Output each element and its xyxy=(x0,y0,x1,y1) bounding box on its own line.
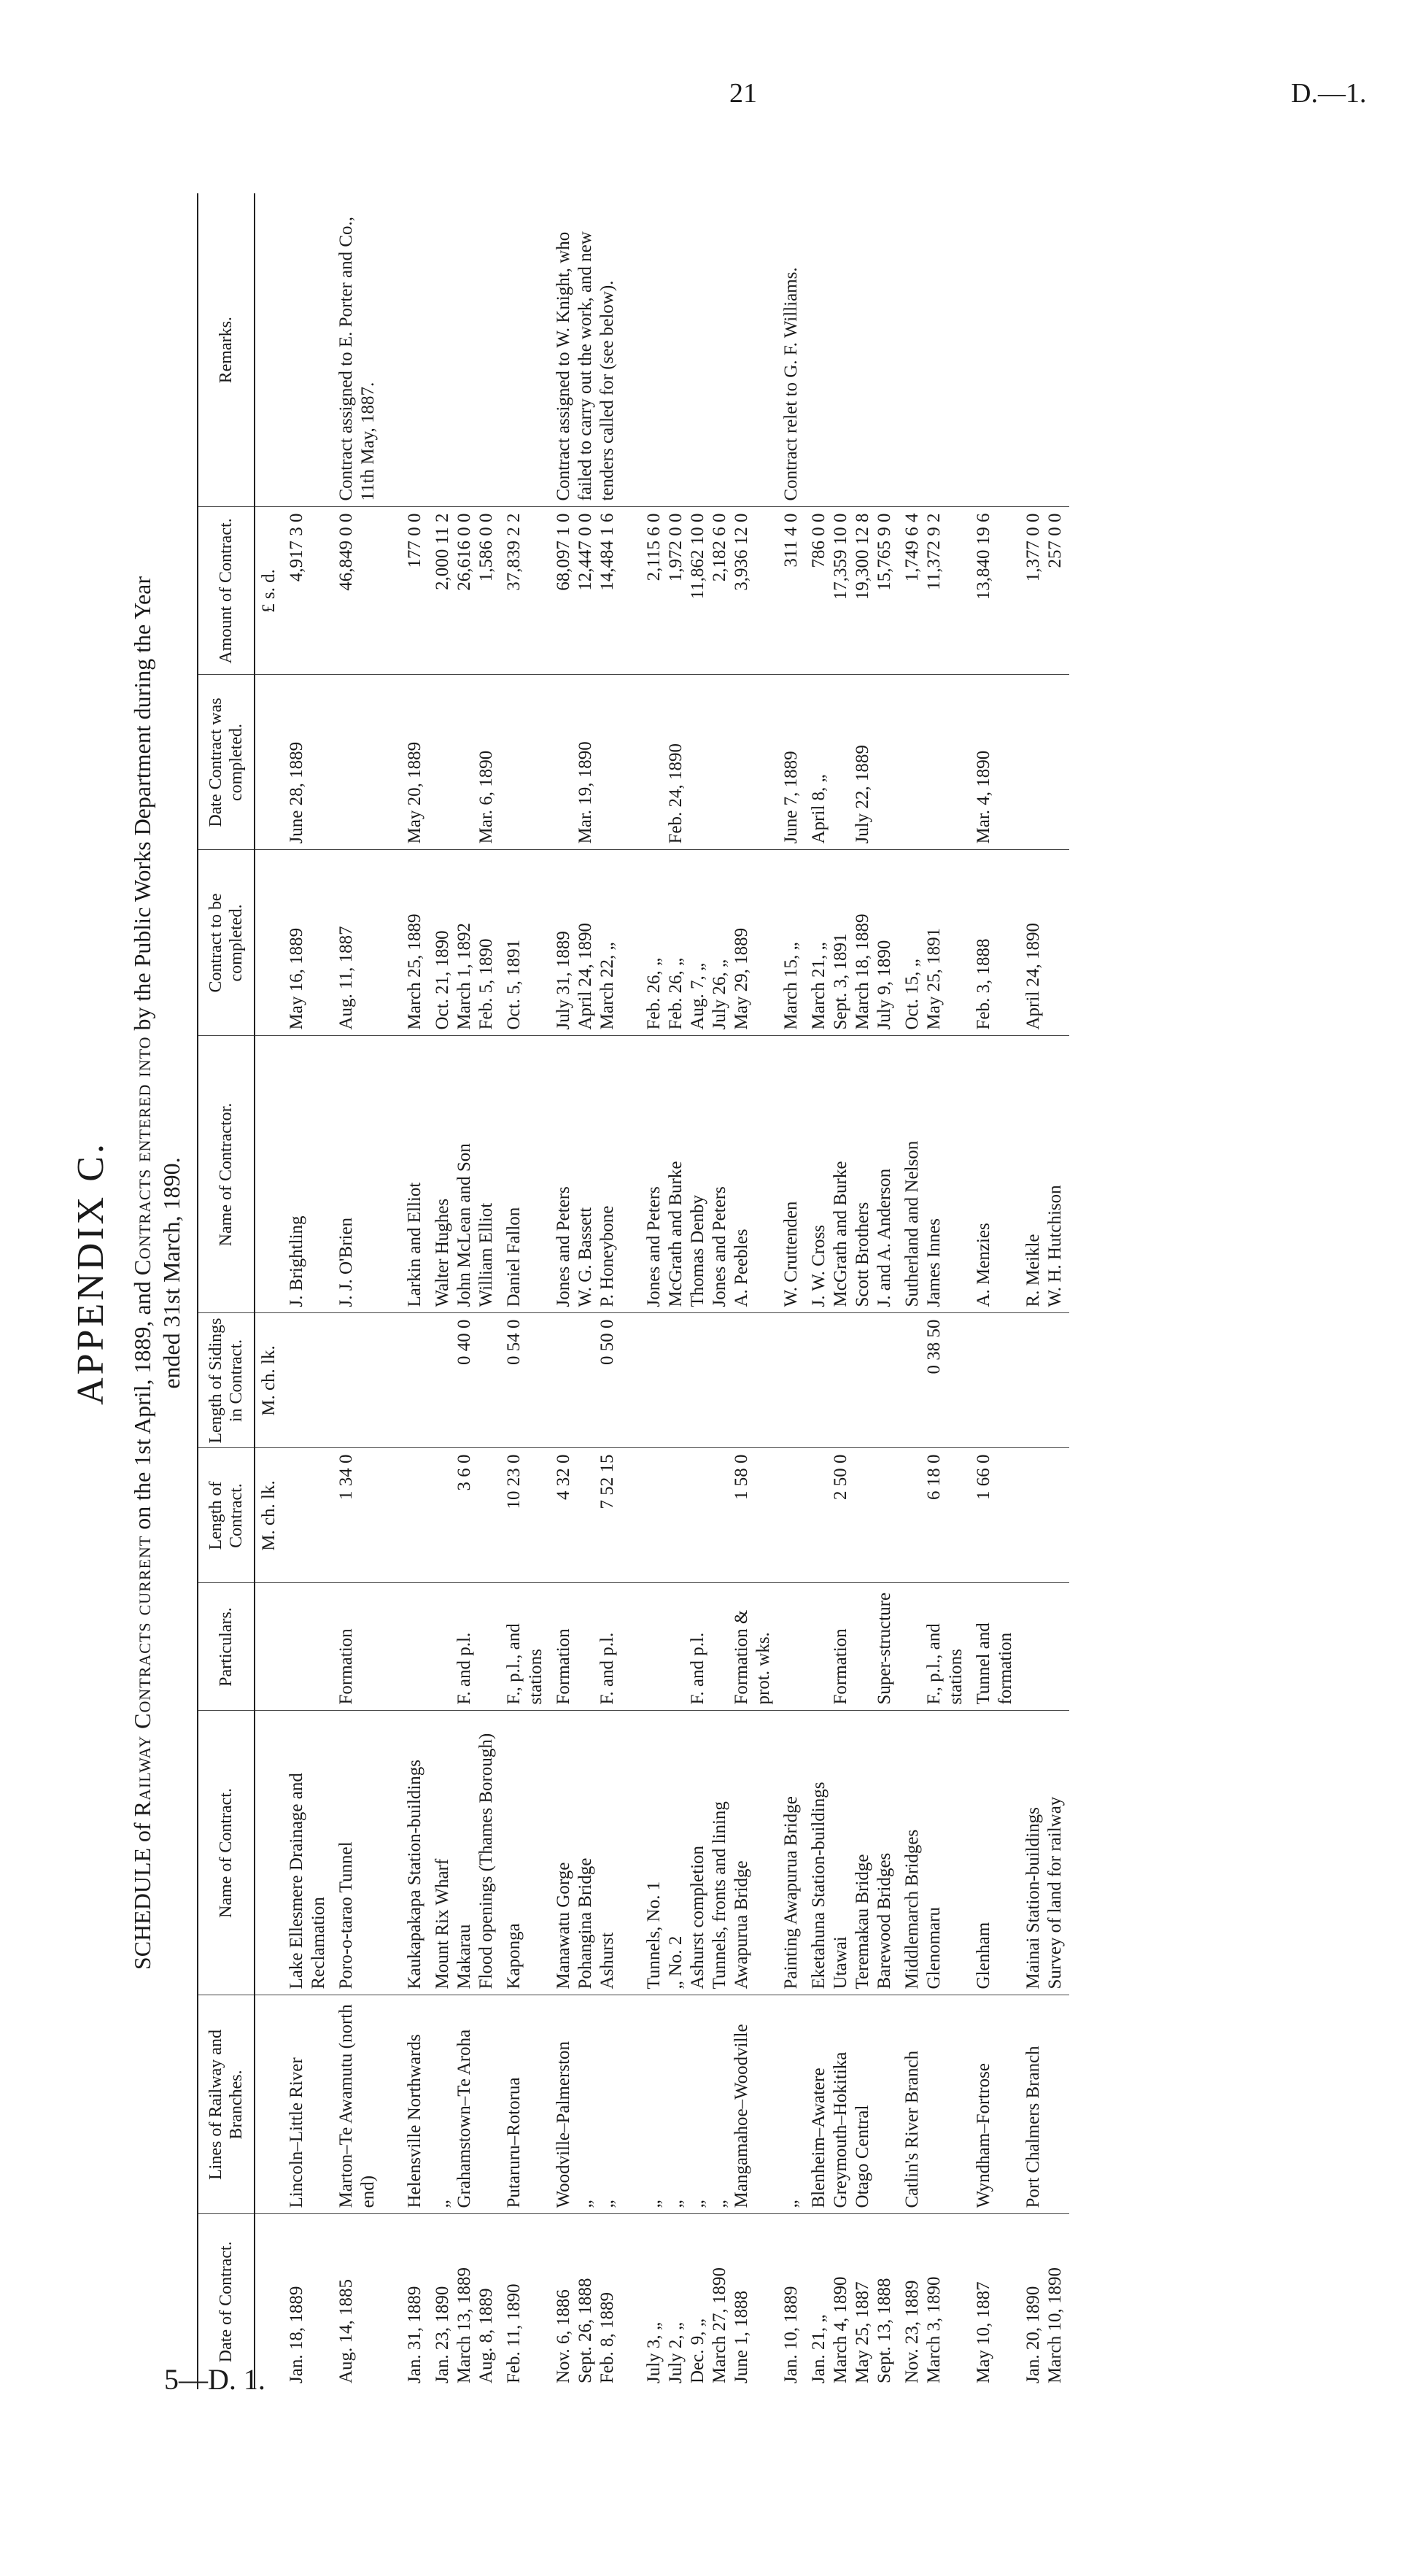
cell-contractor: Daniel Fallon xyxy=(500,1036,550,1313)
cell-date-completed xyxy=(899,675,970,850)
cell-line-of-railway: Woodville–Palmerston „ „ xyxy=(550,1995,621,2214)
cell-name-of-contract: Manawatu Gorge Pohangina Bridge Ashurst xyxy=(550,1711,621,1995)
table-row xyxy=(1020,193,1069,2389)
col-amount: Amount of Contract. xyxy=(198,507,255,675)
cell-date-of-contract: July 3, „ July 2, „ Dec. 9, „ March 27, 1890 June 1, 1888 xyxy=(644,2267,751,2383)
col-length-label: Length of Contract. xyxy=(206,1481,246,1550)
cell-amount: 46,849 0 0 xyxy=(333,507,382,675)
table-row xyxy=(899,193,970,2389)
page-number: 21 xyxy=(729,78,757,109)
cell-contractor: A. Menzies xyxy=(970,1036,1020,1313)
cell-length-of-contract: 2 50 0 xyxy=(805,1448,899,1583)
cell-amount: 68,097 1 0 12,447 0 0 14,484 1 6 xyxy=(550,507,621,675)
cell-date-of-contract: May 10, 1887 xyxy=(974,2281,993,2383)
cell-length-of-sidings xyxy=(283,1313,333,1448)
cell-name-of-contract: Middlemarch Bridges Glenomaru xyxy=(899,1711,970,1995)
cell-contractor: J. J. O'Brien xyxy=(333,1036,382,1313)
cell-name-of-contract: Tunnels, No. 1 „ No. 2 Ashurst completion Tunnels, fronts and lining Awapuruа Bridge xyxy=(621,1711,777,1995)
cell-length-of-contract: 10 23 0 xyxy=(500,1448,550,1583)
cell-date-completed: Mar. 19, 1890 xyxy=(550,675,621,850)
units-row xyxy=(255,193,283,2389)
cell-date-completed: Feb. 24, 1890 xyxy=(621,675,777,850)
title-line-2: ended 31st March, 1890. xyxy=(158,1157,185,1389)
cell-line-of-railway: Marton–Te Awamutu (north end) xyxy=(333,1995,382,2214)
title-part-5: by the Public Works Department during the Year xyxy=(129,576,155,1037)
cell-name-of-contract: Lake Ellesmere Drainage and Reclamation xyxy=(283,1711,333,1995)
cell-amount: 2,115 6 0 1,972 0 0 11,862 10 0 2,182 6 0 3,936 12 0 xyxy=(621,507,777,675)
cell-contractor: Jones and Peters McGrath and Burke Thomas Denby Jones and Peters A. Peebles xyxy=(621,1036,777,1313)
cell-amount: 1,749 6 4 11,372 9 2 xyxy=(899,507,970,675)
cell-date-of-contract: Jan. 10, 1889 xyxy=(781,2286,801,2383)
cell-length-of-sidings xyxy=(382,1313,429,1448)
cell-length-of-contract: 1 58 0 xyxy=(621,1448,777,1583)
cell-particulars xyxy=(777,1583,805,1711)
cell-date-completed: May 20, 1889 xyxy=(382,675,429,850)
table-body xyxy=(255,193,1069,2389)
cell-date-of-contract: Aug. 14, 1885 xyxy=(336,2278,356,2383)
cell-length-of-contract: 3 6 0 xyxy=(429,1448,500,1583)
cell-name-of-contract: Painting Awapuruа Bridge xyxy=(777,1711,805,1995)
cell-particulars: F., p.l., and stations xyxy=(899,1583,970,1711)
col-particulars: Particulars. xyxy=(198,1583,255,1711)
cell-to-be-completed: May 16, 1889 xyxy=(283,850,333,1036)
cell-length-of-contract xyxy=(382,1448,429,1583)
col-date: Date of Contract. xyxy=(198,2214,255,2389)
cell-date-completed: June 28, 1889 xyxy=(283,675,333,850)
cell-length-of-contract xyxy=(1020,1448,1069,1583)
cell-length-of-contract: 4 32 0 7 52 15 xyxy=(550,1448,621,1583)
cell-length-of-contract xyxy=(283,1448,333,1583)
col-due: Contract to be completed. xyxy=(198,850,255,1036)
cell-remarks xyxy=(500,193,550,507)
cell-remarks: Contract assigned to W. Knight, who failed to carry out the work, and new tenders called for (see below). xyxy=(550,193,621,507)
cell-line-of-railway: „ „ „ „ Mangamahoe–Woodville xyxy=(621,1995,777,2214)
cell-remarks xyxy=(1020,193,1069,507)
title-part-2: Railway Contracts current xyxy=(129,1535,155,1817)
cell-remarks xyxy=(283,193,333,507)
cell-amount: 13,840 19 6 xyxy=(970,507,1020,675)
cell-line-of-railway: Port Chalmers Branch xyxy=(1020,1995,1069,2214)
cell-name-of-contract: Mainai Station-buildings Survey of land for railway xyxy=(1020,1711,1069,1995)
cell-name-of-contract: Poro-o-tarao Tunnel xyxy=(333,1711,382,1995)
table-row xyxy=(283,193,333,2389)
cell-to-be-completed: March 21, „ Sept. 3, 1891 March 18, 1889 July 9, 1890 xyxy=(805,850,899,1036)
cell-date-completed: June 7, 1889 xyxy=(777,675,805,850)
table-row xyxy=(429,193,500,2389)
cell-particulars xyxy=(382,1583,429,1711)
cell-length-of-sidings xyxy=(333,1313,382,1448)
cell-length-of-sidings xyxy=(805,1313,899,1448)
cell-remarks xyxy=(899,193,970,507)
cell-particulars: Formation F. and p.l. xyxy=(550,1583,621,1711)
cell-date-completed xyxy=(333,675,382,850)
cell-particulars: Formation xyxy=(333,1583,382,1711)
cell-amount: 786 0 0 17,359 10 0 19,300 12 8 15,765 9 0 xyxy=(805,507,899,675)
col-line: Lines of Railway and Branches. xyxy=(198,1995,255,2214)
cell-date-completed: Mar. 6, 1890 xyxy=(429,675,500,850)
cell-date-of-contract: Nov. 23, 1889 March 3, 1890 xyxy=(902,2276,944,2383)
cell-amount: 311 4 0 xyxy=(777,507,805,675)
schedule-title xyxy=(128,157,186,2389)
col-contractor: Name of Contractor. xyxy=(198,1036,255,1313)
cell-date-completed xyxy=(500,675,550,850)
cell-particulars: F., p.l., and stations xyxy=(500,1583,550,1711)
title-part-3: on the 1st April, 1889, and xyxy=(129,1275,155,1536)
cell-particulars: Formation Super-structure xyxy=(805,1583,899,1711)
cell-remarks xyxy=(621,193,777,507)
cell-particulars: F. and p.l. Formation & prot. wks. xyxy=(621,1583,777,1711)
cell-to-be-completed: July 31, 1889 April 24, 1890 March 22, „ xyxy=(550,850,621,1036)
cell-line-of-railway: Catlin's River Branch xyxy=(899,1995,970,2214)
cell-length-of-contract xyxy=(777,1448,805,1583)
cell-length-of-sidings: 0 50 0 xyxy=(550,1313,621,1448)
cell-length-of-contract: 6 18 0 xyxy=(899,1448,970,1583)
cell-length-of-sidings: 0 40 0 xyxy=(429,1313,500,1448)
cell-remarks: Contract relet to G. F. Williams. xyxy=(777,193,805,507)
cell-to-be-completed: April 24, 1890 xyxy=(1020,850,1069,1036)
cell-name-of-contract: Glenham xyxy=(970,1711,1020,1995)
cell-contractor: Larkin and Elliot xyxy=(382,1036,429,1313)
cell-to-be-completed: Oct. 5, 1891 xyxy=(500,850,550,1036)
cell-contractor: J. W. Cross McGrath and Burke Scott Brothers J. and A. Anderson xyxy=(805,1036,899,1313)
cell-length-of-sidings: 0 38 50 xyxy=(899,1313,970,1448)
cell-line-of-railway: Blenheim–Awatere Greymouth–Hokitika Otago Central xyxy=(805,1995,899,2214)
table-header xyxy=(198,193,255,2389)
cell-contractor: J. Brightling xyxy=(283,1036,333,1313)
cell-contractor: W. Cruttenden xyxy=(777,1036,805,1313)
col-sidings xyxy=(198,1313,255,1448)
cell-line-of-railway: „ Grahamstown–Te Aroha xyxy=(429,1995,500,2214)
table-row xyxy=(382,193,429,2389)
cell-date-of-contract: Feb. 11, 1890 xyxy=(504,2283,524,2383)
cell-contractor: Walter Hughes John McLean and Son William Elliot xyxy=(429,1036,500,1313)
cell-remarks: Contract assigned to E. Porter and Co., 11th May, 1887. xyxy=(333,193,382,507)
cell-contractor: Jones and Peters W. G. Bassett P. Honeybone xyxy=(550,1036,621,1313)
cell-length-of-sidings xyxy=(1020,1313,1069,1448)
cell-remarks xyxy=(382,193,429,507)
cell-date-of-contract: Jan. 23, 1890 March 13, 1889 Aug. 8, 1889 xyxy=(433,2267,496,2383)
appendix-heading: APPENDIX C. xyxy=(70,1141,112,1405)
cell-length-of-sidings xyxy=(970,1313,1020,1448)
cell-particulars xyxy=(1020,1583,1069,1711)
table-row xyxy=(500,193,550,2389)
cell-particulars: Tunnel and formation xyxy=(970,1583,1020,1711)
col-length xyxy=(198,1448,255,1583)
cell-date-of-contract: Jan. 31, 1889 xyxy=(405,2286,424,2383)
cell-length-of-contract: 1 66 0 xyxy=(970,1448,1020,1583)
cell-contractor: Sutherland and Nelson James Innes xyxy=(899,1036,970,1313)
cell-date-of-contract: Nov. 6, 1886 Sept. 26, 1888 Feb. 8, 1889 xyxy=(554,2278,617,2383)
cell-to-be-completed: Oct. 21, 1890 March 1, 1892 Feb. 5, 1890 xyxy=(429,850,500,1036)
footer-code: 5—D. 1. xyxy=(164,2363,265,2396)
cell-remarks xyxy=(805,193,899,507)
cell-amount: 37,839 2 2 xyxy=(500,507,550,675)
col-sidings-label: Length of Sidings in Contract. xyxy=(206,1318,246,1444)
rotated-page-content xyxy=(69,157,1368,2389)
cell-remarks xyxy=(429,193,500,507)
cell-date-of-contract: Jan. 18, 1889 xyxy=(287,2286,306,2383)
col-name: Name of Contract. xyxy=(198,1711,255,1995)
cell-amount: 177 0 0 xyxy=(382,507,429,675)
units-amount: £ s. d. xyxy=(255,507,283,675)
cell-length-of-sidings: 0 54 0 xyxy=(500,1313,550,1448)
cell-amount: 2,000 11 2 26,616 0 0 1,586 0 0 xyxy=(429,507,500,675)
table-row xyxy=(621,193,777,2389)
cell-amount: 1,377 0 0 257 0 0 xyxy=(1020,507,1069,675)
cell-particulars xyxy=(283,1583,333,1711)
cell-to-be-completed: March 15, „ xyxy=(777,850,805,1036)
table-row xyxy=(970,193,1020,2389)
cell-to-be-completed: Feb. 3, 1888 xyxy=(970,850,1020,1036)
cell-line-of-railway: „ xyxy=(777,1995,805,2214)
cell-line-of-railway: Lincoln–Little River xyxy=(283,1995,333,2214)
units-length: M. ch. lk. xyxy=(255,1448,283,1583)
cell-to-be-completed: Aug. 11, 1887 xyxy=(333,850,382,1036)
cell-date-of-contract: Jan. 20, 1890 March 10, 1890 xyxy=(1023,2267,1065,2383)
cell-contractor: R. Meikle W. H. Hutchison xyxy=(1020,1036,1069,1313)
cell-name-of-contract: Mount Rix Wharf Makarau Flood openings (Thames Borough) xyxy=(429,1711,500,1995)
table-row xyxy=(777,193,805,2389)
cell-length-of-contract: 1 34 0 xyxy=(333,1448,382,1583)
cell-name-of-contract: Kaukapakapa Station-buildings xyxy=(382,1711,429,1995)
cell-line-of-railway: Helensville Northwards xyxy=(382,1995,429,2214)
col-remarks: Remarks. xyxy=(198,193,255,507)
cell-date-completed: Mar. 4, 1890 xyxy=(970,675,1020,850)
col-done: Date Contract was completed. xyxy=(198,675,255,850)
cell-line-of-railway: Putaruru–Rotorua xyxy=(500,1995,550,2214)
contracts-table xyxy=(197,193,1069,2389)
cell-length-of-sidings xyxy=(777,1313,805,1448)
units-sidings: M. ch. lk. xyxy=(255,1313,283,1448)
cell-to-be-completed: March 25, 1889 xyxy=(382,850,429,1036)
table-row xyxy=(550,193,621,2389)
cell-line-of-railway: Wyndham–Fortrose xyxy=(970,1995,1020,2214)
cell-to-be-completed: Oct. 15, „ May 25, 1891 xyxy=(899,850,970,1036)
cell-amount: 4,917 3 0 xyxy=(283,507,333,675)
title-part-1: SCHEDULE of xyxy=(129,1817,155,1970)
page-code: D.—1. xyxy=(1291,78,1367,109)
cell-length-of-sidings xyxy=(621,1313,777,1448)
table-row xyxy=(805,193,899,2389)
cell-date-completed: April 8, „ July 22, 1889 xyxy=(805,675,899,850)
cell-date-completed xyxy=(1020,675,1069,850)
table-row xyxy=(333,193,382,2389)
cell-name-of-contract: Eketahuna Station-buildings Utawai Teremakau Bridge Barewood Bridges xyxy=(805,1711,899,1995)
cell-particulars: F. and p.l. xyxy=(429,1583,500,1711)
cell-name-of-contract: Kaponga xyxy=(500,1711,550,1995)
cell-date-of-contract: Jan. 21, „ March 4, 1890 May 25, 1887 Sept. 13, 1888 xyxy=(809,2276,894,2383)
cell-to-be-completed: Feb. 26, „ Feb. 26, „ Aug. 7, „ July 26, „ May 29, 1889 xyxy=(621,850,777,1036)
cell-remarks xyxy=(970,193,1020,507)
title-part-4: Contracts entered into xyxy=(129,1036,155,1276)
